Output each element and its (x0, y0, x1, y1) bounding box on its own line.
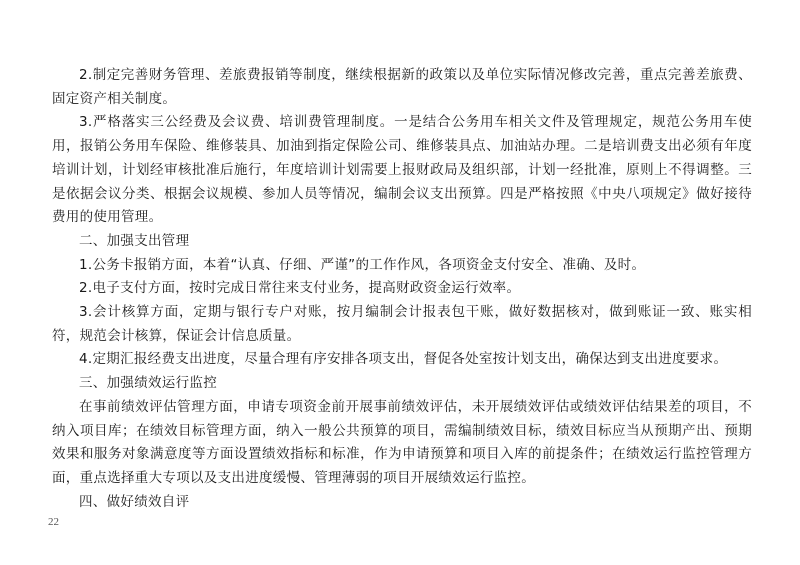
paragraph-official-card: 1.公务卡报销方面，本着“认真、仔细、严谨”的工作作风，各项资金支付安全、准确、及时。 (79, 256, 646, 273)
page-number: 22 (48, 516, 59, 528)
paragraph-accounting: 3.会计核算方面，定期与银行专户对账，按月编制会计报表包干账，做好数据核对，做到账证一致、账实相符，规范会计核算，保证会计信息质量。 (52, 304, 752, 344)
paragraph-progress-report: 4.定期汇报经费支出进度，尽量合理有序安排各项支出，督促各处室按计划支出，确保达到支出进度要求。 (79, 351, 728, 368)
section-heading-self-evaluation: 四、做好绩效自评 (79, 493, 190, 510)
section-heading-performance-monitoring: 三、加强绩效运行监控 (79, 375, 217, 392)
section-heading-expenditure: 二、加强支出管理 (79, 232, 190, 249)
paragraph-policy-revision: 2.制定完善财务管理、差旅费报销等制度，继续根据新的政策以及单位实际情况修改完善，重点完善差旅费、固定资产相关制度。 (52, 67, 752, 107)
paragraph-three-public-expenses: 3.严格落实三公经费及会议费、培训费管理制度。一是结合公务用车相关文件及管理规定，规范公务用车使用，报销公务用车保险、维修装具、加油到指定保险公司、维修装具点、加油站办理。二是培训费支出必须有年度培训计划，计划经审核批准后施行，年度培训计划需要上报财政局及组织部，计划一经批准，原则上不得调整。三是依据会议分类、根据会议规模、参加人员等情况，编制会议支出预算。四是严格按照《中央八项规定》做好接待费用的使用管理。 (52, 114, 752, 226)
paragraph-performance-management: 在事前绩效评估管理方面，申请专项资金前开展事前绩效评估，未开展绩效评估或绩效评估结果差的项目，不纳入项目库；在绩效目标管理方面，纳入一般公共预算的项目，需编制绩效目标，绩效目标应当从预期产出、预期效果和服务对象满意度等方面设置绩效指标和标准，作为申请预算和项目入库的前提条件；在绩效运行监控管理方面，重点选择重大专项以及支出进度缓慢、管理薄弱的项目开展绩效运行监控。 (52, 398, 752, 486)
document-body (52, 64, 752, 514)
paragraph-electronic-payment: 2.电子支付方面，按时完成日常往来支付业务，提高财政资金运行效率。 (79, 280, 521, 297)
